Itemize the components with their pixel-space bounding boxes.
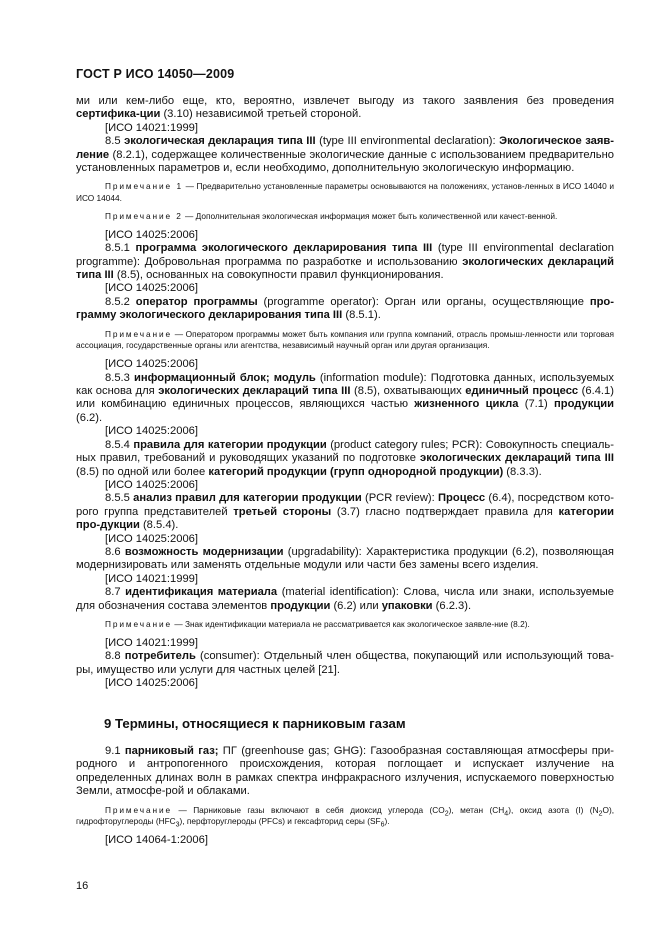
note-text: — Парниковые газы включают в себя диоксид углерода $(CO_2)$, метан $(CH_4)$, оксид азота (I) $(N_2O)$, гидрофторуглероды $(HFC_3)$, перфторуглероды (PFCs) и гексафторид серы $(SF_6)$.: [76, 804, 615, 830]
page-number: 16: [76, 880, 89, 892]
note: [76, 181, 614, 205]
source-reference: [ИСО 14025:2006]: [105, 282, 199, 295]
note-label: Примечание: [105, 804, 173, 815]
source-reference: [ИСО 14025:2006]: [105, 425, 199, 438]
term-paragraph: 8.5.1 программа экологического декларирования типа III (type III environmental declaration programme): Добровольная программа по разработке и использованию экологических деклараций типа III (8.5), основанных на совокупности правил функционирования.: [76, 242, 614, 282]
source-reference: [ИСО 14025:2006]: [105, 228, 199, 241]
term-paragraph: ми или кем-либо еще, кто, вероятно, извлечет выгоду из такого заявления без проведения сертифика-ции (3.10) независимой третьей стороной.: [76, 95, 614, 121]
source-reference: [ИСО 14025:2006]: [105, 358, 199, 371]
term-paragraph: 8.5.2 оператор программы (programme operator): Орган или органы, осуществляющие про-грамму экологического декларирования типа III (8.5.1).: [76, 295, 614, 322]
note-label: Примечание 1: [105, 181, 184, 192]
term-paragraph: 8.6 возможность модернизации (upgradability): Характеристика продукции (6.2), позволяющая модернизировать или заменять отдельные модули или части без замены всего изделия.: [76, 545, 614, 572]
source-reference: [ИСО 14021:1999]: [105, 636, 199, 649]
term-paragraph: 8.7 идентификация материала (material identification): Слова, числа или знаки, используемые для обозначения состава элементов продукции (6.2) или упаковки (6.2.3).: [76, 586, 614, 612]
source-reference: [ИСО 14025:2006]: [105, 677, 199, 689]
source-reference: [ИСО 14064-1:2006]: [105, 834, 208, 847]
term-paragraph: 9.1 парниковый газ; ПГ (greenhouse gas; GHG): Газообразная составляющая атмосферы при-родного и антропогенного происхождения, которая поглощает и испускает излучение на определенных длинах волн в рамках спектра инфракрасного излучения, испускаемого поверхностью Земли, атмосфе-рой и облаками.: [76, 745, 614, 798]
section-9-content: [76, 745, 614, 848]
term-paragraph: 8.5.3 информационный блок; модуль (information module): Подготовка данных, используемых как основа для экологических деклараций типа III (8.5), охватывающих единичный процесс (6.4.1) или комбинацию единичных процессов, являющихся частью жизненного цикла (7.1) продукции (6.2).: [76, 371, 614, 424]
source-reference: [ИСО 14025:2006]: [105, 532, 199, 545]
note: [76, 211, 614, 223]
note-text: — Дополнительная экологическая информация может быть количественной или качест-венной.: [182, 211, 558, 222]
note-label: Примечание: [105, 328, 173, 339]
note-text: — Предварительно установленные параметры основываются на положениях, установ-ленных в ИСО 14040 и ИСО 14044.: [76, 181, 614, 204]
term-paragraph: 8.5.5 анализ правил для категории продукции (PCR review): Процесс (6.4), посредством кото-рого группа представителей третьей стороны (3.7) гласно подтверждает правила для категории про-дукции (8.5.4).: [76, 492, 614, 532]
term-paragraph: 8.5 экологическая декларация типа III (type III environmental declaration): Экологическое заяв-ление (8.2.1), содержащее количественные экологические данные с использованием предварительно установленных параметров и, если необходимо, дополнительную экологическую информацию.: [76, 135, 614, 175]
source-reference: [ИСО 14025:2006]: [105, 478, 199, 491]
source-reference: [ИСО 14021:1999]: [105, 572, 199, 585]
term-paragraph: 8.5.4 правила для категории продукции (product category rules; PCR): Совокупность специаль-ных правил, требований и руководящих указаний по подготовке экологических деклараций типа III (8.5) по одной или более категорий продукции (групп однородной продукции) (8.3.3).: [76, 438, 614, 478]
note: [76, 329, 614, 353]
note: [76, 619, 614, 631]
note-text: — Оператором программы может быть компания или группа компаний, отрасль промыш-ленности или торговая ассоциация, государственные органы или агентства, независимый научный орган или другая организация.: [76, 328, 614, 351]
source-reference: [ИСО 14021:1999]: [105, 121, 199, 134]
section-heading: 9 Термины, относящиеся к парниковым газам: [104, 716, 406, 731]
note: [76, 805, 614, 829]
note-label: Примечание 2: [105, 211, 183, 222]
note-label: Примечание: [105, 618, 173, 629]
term-paragraph: 8.8 потребитель (consumer): Отдельный член общества, покупающий или использующий това-ры, имущество или услуги для частных целей [21].: [76, 650, 614, 676]
document-body: [76, 95, 614, 690]
document-header: ГОСТ Р ИСО 14050—2009: [76, 67, 235, 81]
note-text: — Знак идентификации материала не рассматривается как экологическое заявле-ние (8.2).: [172, 618, 530, 629]
